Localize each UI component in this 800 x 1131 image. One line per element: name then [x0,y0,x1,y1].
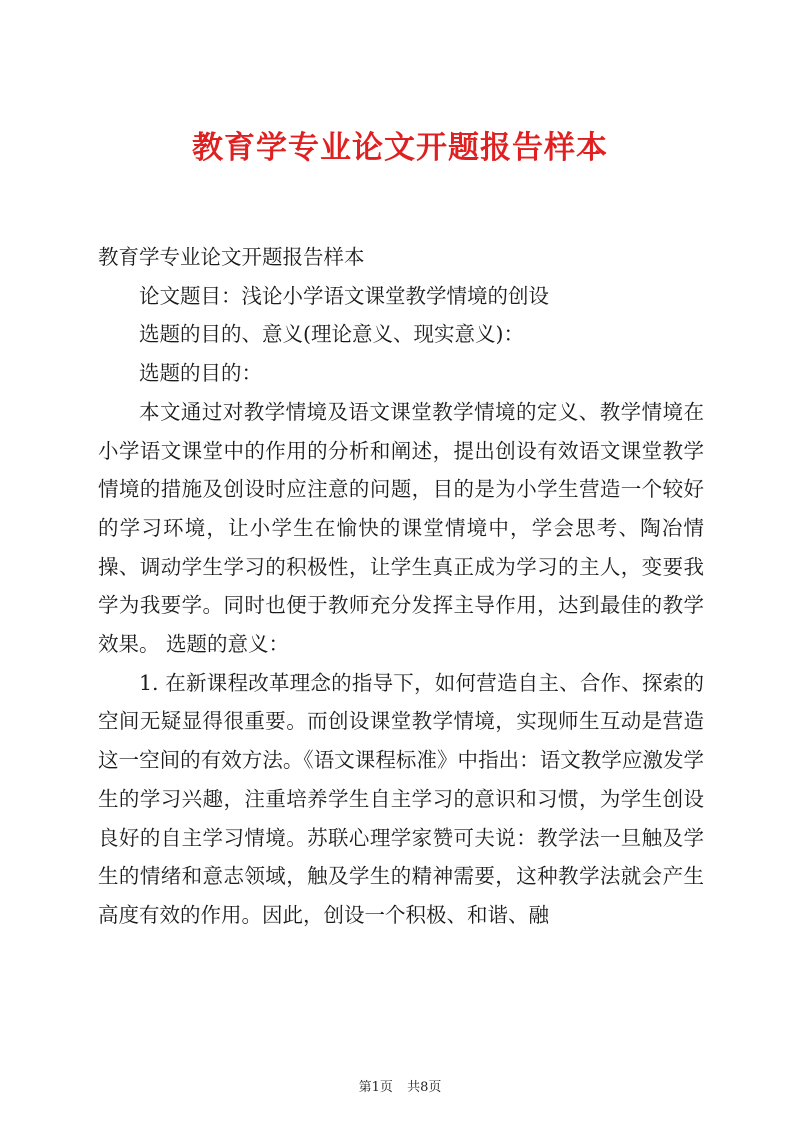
page-total: 共8页 [407,1080,442,1095]
paragraph-heading: 教育学专业论文开题报告样本 [98,245,365,269]
paragraph-thesis-title: 论文题目：浅论小学语文课堂教学情境的创设 [139,283,549,308]
paragraph-purpose-heading: 选题的目的、意义(理论意义、现实意义)： [139,322,524,347]
page-title: 教育学专业论文开题报告样本 [192,130,608,166]
paragraph-significance-1: 1. 在新课程改革理念的指导下，如何营造自主、合作、探索的空间无疑显得很重要。而创设课堂教学情境，实现师生互动是营造这一空间的有效方法。《语文课程标准》中指出：语文教学应激发学生的学习兴趣，注重培养学生自主学习的意识和习惯，为学生创设良好的自主学习情境。苏联心理学家赞可夫说：教学法一旦触及学生的情绪和意志领域，触及学生的精神需要，这种教学法就会产生高度有效的作用。因此，创设一个积极、和谐、融 [98,670,704,927]
page-footer [0,1076,800,1095]
paragraph-purpose-subheading: 选题的目的： [139,361,262,386]
paragraph-purpose-body: 本文通过对教学情境及语文课堂教学情境的定义、教学情境在小学语文课堂中的作用的分析和阐述，提出创设有效语文课堂教学情境的措施及创设时应注意的问题，目的是为小学生营造一个较好的学习环境，让小学生在愉快的课堂情境中，学会思考、陶冶情操、调动学生学习的积极性，让学生真正成为学习的主人，变要我学为我要学。同时也便于教师充分发挥主导作用，达到最佳的教学效果。 选题的意义： [98,399,704,657]
document-body [98,238,704,935]
page-number: 第1页 [358,1080,393,1095]
